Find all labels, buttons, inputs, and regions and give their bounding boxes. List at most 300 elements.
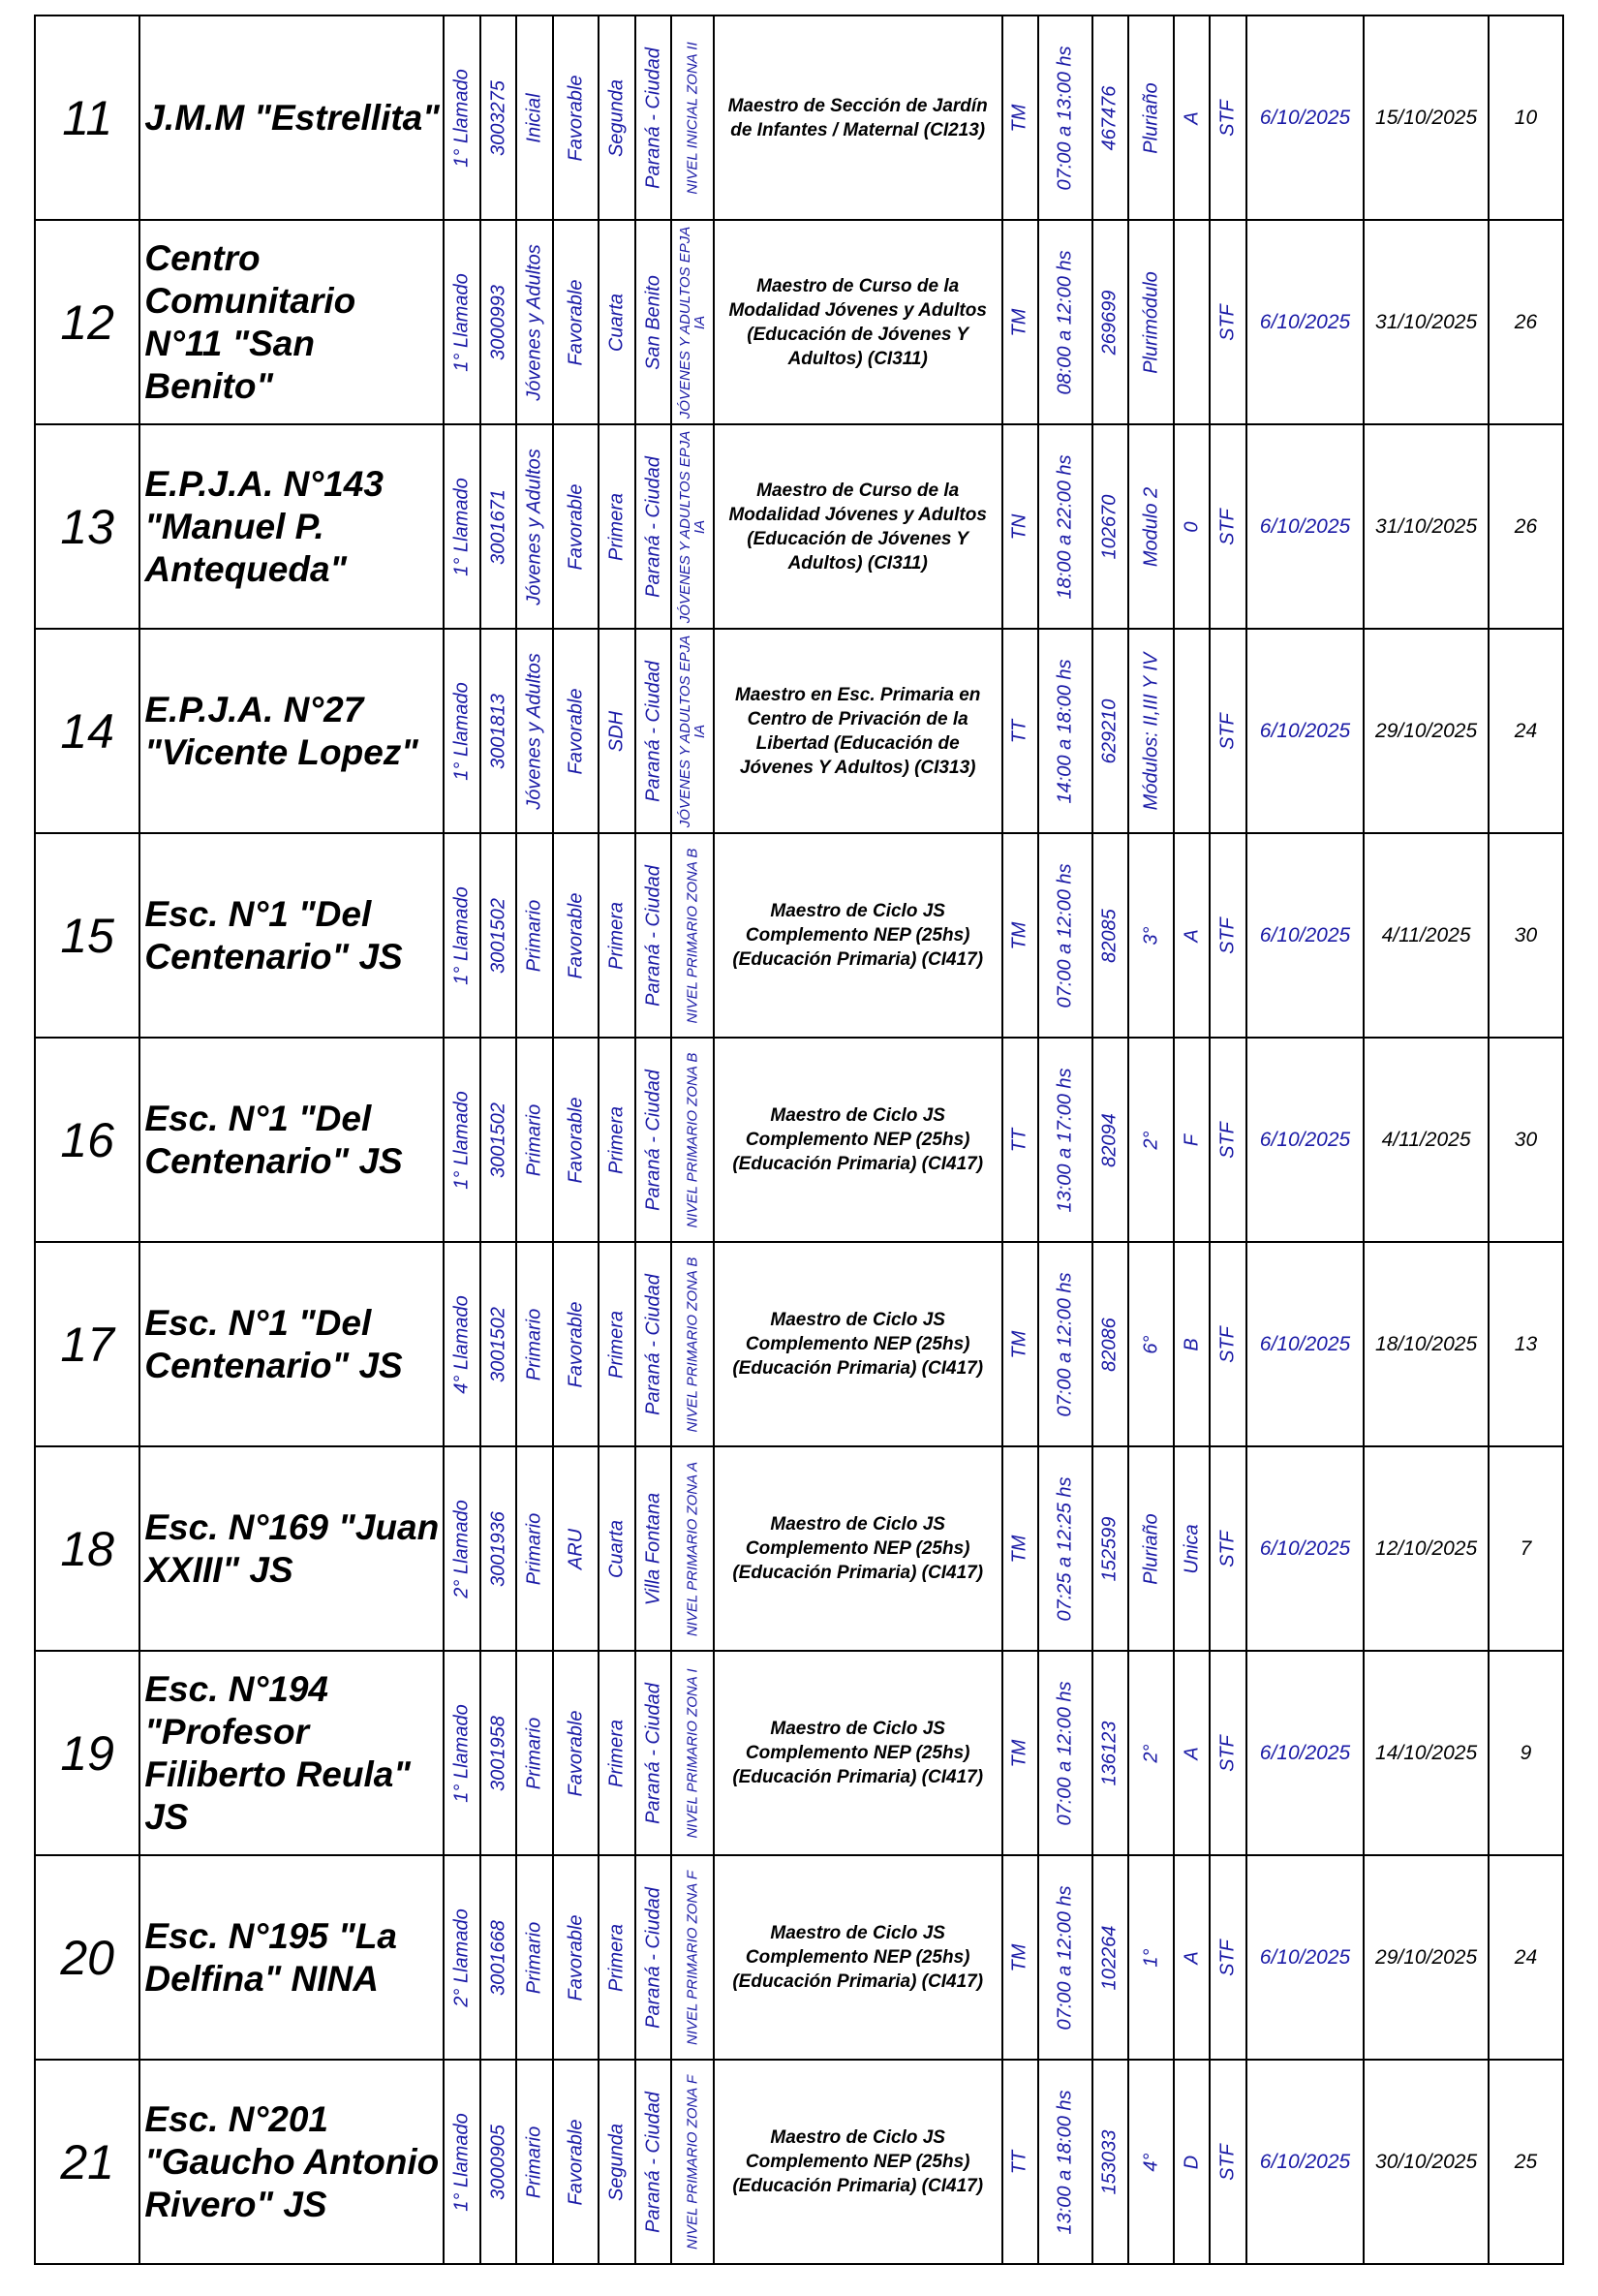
table-row bbox=[35, 833, 1563, 1038]
school-code-text: 3001936 bbox=[487, 1510, 509, 1587]
locality-text: Paraná - Ciudad bbox=[642, 1886, 664, 2029]
locality-text: Paraná - Ciudad bbox=[642, 1273, 664, 1415]
section-cell bbox=[1174, 16, 1210, 220]
zone-type-cell bbox=[553, 16, 599, 220]
row-number: 21 bbox=[35, 2060, 139, 2264]
category-cell bbox=[599, 1855, 634, 2060]
zone-cell bbox=[671, 1651, 714, 1855]
schedule-cell bbox=[1038, 220, 1092, 424]
section-cell bbox=[1174, 424, 1210, 629]
stf-cell bbox=[1210, 629, 1245, 833]
zone-type-text: ARU bbox=[565, 1528, 587, 1569]
school-code-cell bbox=[480, 2060, 516, 2264]
position-title: Maestro de Ciclo JS Complemento NEP (25hs) (Educación Primaria) (CI417) bbox=[714, 1242, 1002, 1446]
zone-text: JÓVENES Y ADULTOS EPJA IA bbox=[677, 226, 709, 419]
position-title: Maestro de Sección de Jardín de Infantes / Maternal (CI213) bbox=[714, 16, 1002, 220]
school-name: Esc. N°1 "Del Centenario" JS bbox=[139, 1038, 444, 1242]
shift-cell bbox=[1002, 16, 1038, 220]
locality-cell bbox=[635, 1446, 671, 1651]
zone-type-text: Favorable bbox=[565, 75, 587, 161]
level-text: Inicial bbox=[523, 92, 545, 143]
stf-cell bbox=[1210, 220, 1245, 424]
category-text: SDH bbox=[605, 710, 628, 752]
category-text: Primera bbox=[605, 1310, 628, 1379]
position-title: Maestro de Ciclo JS Complemento NEP (25hs) (Educación Primaria) (CI417) bbox=[714, 1038, 1002, 1242]
school-code-text: 3001502 bbox=[487, 1306, 509, 1382]
llamado-text: 2° Llamado bbox=[450, 1908, 473, 2007]
category-cell bbox=[599, 424, 634, 629]
grade-cell bbox=[1128, 833, 1174, 1038]
zone-cell bbox=[671, 629, 714, 833]
zone-text: NIVEL PRIMARIO ZONA F bbox=[684, 1870, 701, 2045]
schedule-text: 13:00 a 17:00 hs bbox=[1054, 1067, 1076, 1213]
llamado-cell bbox=[444, 833, 479, 1038]
schedule-text: 18:00 a 22:00 hs bbox=[1054, 453, 1076, 600]
vacancies-table bbox=[34, 15, 1564, 2265]
stf-cell bbox=[1210, 16, 1245, 220]
zone-type-cell bbox=[553, 629, 599, 833]
stf-text: STF bbox=[1216, 99, 1239, 137]
category-cell bbox=[599, 2060, 634, 2264]
schedule-cell bbox=[1038, 1038, 1092, 1242]
table-row bbox=[35, 1446, 1563, 1651]
schedule-text: 07:00 a 12:00 hs bbox=[1054, 862, 1076, 1008]
level-cell bbox=[516, 16, 552, 220]
school-name: Esc. N°194 "Profesor Filiberto Reula" JS bbox=[139, 1651, 444, 1855]
grade-text: 1° bbox=[1140, 1947, 1161, 1968]
zone-type-cell bbox=[553, 1038, 599, 1242]
position-id-cell bbox=[1092, 220, 1128, 424]
shift-text: TM bbox=[1008, 1943, 1030, 1971]
locality-text: Paraná - Ciudad bbox=[642, 455, 664, 598]
days-count: 26 bbox=[1489, 220, 1563, 424]
position-id-cell bbox=[1092, 424, 1128, 629]
position-title: Maestro de Ciclo JS Complemento NEP (25hs) (Educación Primaria) (CI417) bbox=[714, 1446, 1002, 1651]
category-text: Primera bbox=[605, 492, 628, 561]
position-id-cell bbox=[1092, 833, 1128, 1038]
grade-cell bbox=[1128, 1038, 1174, 1242]
zone-type-text: Favorable bbox=[565, 483, 587, 570]
zone-text: NIVEL PRIMARIO ZONA F bbox=[684, 2074, 701, 2249]
schedule-cell bbox=[1038, 1242, 1092, 1446]
section-text: A bbox=[1181, 110, 1203, 125]
shift-cell bbox=[1002, 424, 1038, 629]
locality-text: Paraná - Ciudad bbox=[642, 1069, 664, 1211]
zone-text: NIVEL PRIMARIO ZONA I bbox=[684, 1667, 701, 1839]
locality-text: Villa Fontana bbox=[642, 1492, 664, 1605]
shift-text: TM bbox=[1008, 308, 1030, 336]
section-text: A bbox=[1181, 1746, 1203, 1760]
schedule-text: 07:00 a 13:00 hs bbox=[1054, 45, 1076, 191]
grade-text: 2° bbox=[1140, 1130, 1161, 1150]
shift-text: TM bbox=[1008, 104, 1030, 132]
end-date: 30/10/2025 bbox=[1364, 2060, 1489, 2264]
locality-text: Paraná - Ciudad bbox=[642, 864, 664, 1007]
position-id-cell bbox=[1092, 629, 1128, 833]
stf-text: STF bbox=[1216, 1325, 1239, 1363]
locality-cell bbox=[635, 1651, 671, 1855]
days-count: 24 bbox=[1489, 1855, 1563, 2060]
zone-cell bbox=[671, 1446, 714, 1651]
shift-cell bbox=[1002, 1038, 1038, 1242]
grade-text: Pluriaño bbox=[1140, 1512, 1161, 1585]
days-count: 24 bbox=[1489, 629, 1563, 833]
position-id-text: 152599 bbox=[1098, 1516, 1121, 1581]
section-text: 0 bbox=[1181, 520, 1203, 533]
locality-cell bbox=[635, 2060, 671, 2264]
zone-text: NIVEL PRIMARIO ZONA B bbox=[684, 1257, 701, 1432]
grade-text: Pluriaño bbox=[1140, 81, 1161, 154]
grade-text: Módulos: II,III Y IV bbox=[1140, 652, 1161, 810]
llamado-text: 1° Llamado bbox=[450, 1703, 473, 1803]
school-code-text: 3001813 bbox=[487, 693, 509, 769]
section-cell bbox=[1174, 629, 1210, 833]
school-name: Esc. N°195 "La Delfina" NINA bbox=[139, 1855, 444, 2060]
zone-type-text: Favorable bbox=[565, 1914, 587, 2001]
start-date: 6/10/2025 bbox=[1246, 2060, 1365, 2264]
schedule-cell bbox=[1038, 629, 1092, 833]
start-date: 6/10/2025 bbox=[1246, 1446, 1365, 1651]
stf-text: STF bbox=[1216, 303, 1239, 341]
end-date: 15/10/2025 bbox=[1364, 16, 1489, 220]
position-id-text: 467476 bbox=[1098, 85, 1121, 150]
schedule-text: 08:00 a 12:00 hs bbox=[1054, 249, 1076, 395]
grade-text: 4° bbox=[1140, 2152, 1161, 2172]
stf-text: STF bbox=[1216, 508, 1239, 545]
schedule-cell bbox=[1038, 1446, 1092, 1651]
zone-cell bbox=[671, 833, 714, 1038]
zone-cell bbox=[671, 16, 714, 220]
zone-text: NIVEL PRIMARIO ZONA B bbox=[684, 848, 701, 1023]
stf-cell bbox=[1210, 1855, 1245, 2060]
row-number: 13 bbox=[35, 424, 139, 629]
position-id-cell bbox=[1092, 1038, 1128, 1242]
schedule-text: 07:00 a 12:00 hs bbox=[1054, 1680, 1076, 1826]
position-id-cell bbox=[1092, 16, 1128, 220]
end-date: 4/11/2025 bbox=[1364, 833, 1489, 1038]
level-cell bbox=[516, 424, 552, 629]
grade-cell bbox=[1128, 16, 1174, 220]
end-date: 31/10/2025 bbox=[1364, 220, 1489, 424]
position-id-cell bbox=[1092, 1446, 1128, 1651]
table-row bbox=[35, 1855, 1563, 2060]
zone-cell bbox=[671, 2060, 714, 2264]
schedule-cell bbox=[1038, 2060, 1092, 2264]
zone-type-cell bbox=[553, 1242, 599, 1446]
grade-text: 6° bbox=[1140, 1334, 1161, 1354]
days-count: 10 bbox=[1489, 16, 1563, 220]
schedule-cell bbox=[1038, 16, 1092, 220]
position-id-cell bbox=[1092, 1651, 1128, 1855]
position-id-text: 102264 bbox=[1098, 1925, 1121, 1990]
start-date: 6/10/2025 bbox=[1246, 629, 1365, 833]
zone-type-text: Favorable bbox=[565, 1710, 587, 1796]
end-date: 29/10/2025 bbox=[1364, 1855, 1489, 2060]
shift-text: TN bbox=[1008, 513, 1030, 540]
table-row bbox=[35, 629, 1563, 833]
section-text: A bbox=[1181, 928, 1203, 943]
section-text: A bbox=[1181, 1950, 1203, 1965]
zone-text: NIVEL PRIMARIO ZONA A bbox=[684, 1461, 701, 1636]
stf-text: STF bbox=[1216, 1121, 1239, 1159]
llamado-cell bbox=[444, 1446, 479, 1651]
category-text: Segunda bbox=[605, 2123, 628, 2201]
table-row bbox=[35, 1651, 1563, 1855]
position-title: Maestro en Esc. Primaria en Centro de Privación de la Libertad (Educación de Jóvenes Y Adultos) (CI313) bbox=[714, 629, 1002, 833]
schedule-text: 14:00 a 18:00 hs bbox=[1054, 658, 1076, 804]
category-cell bbox=[599, 220, 634, 424]
stf-cell bbox=[1210, 833, 1245, 1038]
shift-cell bbox=[1002, 629, 1038, 833]
school-code-text: 3001958 bbox=[487, 1715, 509, 1791]
table-row bbox=[35, 220, 1563, 424]
school-name: Centro Comunitario N°11 "San Benito" bbox=[139, 220, 444, 424]
llamado-cell bbox=[444, 629, 479, 833]
row-number: 17 bbox=[35, 1242, 139, 1446]
shift-cell bbox=[1002, 220, 1038, 424]
schedule-text: 13:00 a 18:00 hs bbox=[1054, 2089, 1076, 2235]
row-number: 15 bbox=[35, 833, 139, 1038]
stf-cell bbox=[1210, 1446, 1245, 1651]
zone-cell bbox=[671, 220, 714, 424]
row-number: 11 bbox=[35, 16, 139, 220]
llamado-text: 1° Llamado bbox=[450, 477, 473, 576]
zone-type-text: Favorable bbox=[565, 2119, 587, 2205]
level-text: Primario bbox=[523, 1512, 545, 1585]
level-text: Jóvenes y Adultos bbox=[523, 243, 545, 401]
grade-cell bbox=[1128, 2060, 1174, 2264]
table-row bbox=[35, 2060, 1563, 2264]
grade-cell bbox=[1128, 1855, 1174, 2060]
days-count: 7 bbox=[1489, 1446, 1563, 1651]
school-name: E.P.J.A. N°143 "Manuel P. Antequeda" bbox=[139, 424, 444, 629]
section-cell bbox=[1174, 1242, 1210, 1446]
llamado-cell bbox=[444, 220, 479, 424]
end-date: 18/10/2025 bbox=[1364, 1242, 1489, 1446]
level-cell bbox=[516, 1855, 552, 2060]
zone-type-text: Favorable bbox=[565, 892, 587, 978]
school-code-cell bbox=[480, 1446, 516, 1651]
position-id-cell bbox=[1092, 1242, 1128, 1446]
section-cell bbox=[1174, 1855, 1210, 2060]
category-text: Primera bbox=[605, 901, 628, 970]
position-id-text: 82094 bbox=[1098, 1112, 1121, 1167]
schedule-cell bbox=[1038, 1855, 1092, 2060]
school-name: J.M.M "Estrellita" bbox=[139, 16, 444, 220]
end-date: 29/10/2025 bbox=[1364, 629, 1489, 833]
position-title: Maestro de Curso de la Modalidad Jóvenes y Adultos (Educación de Jóvenes Y Adultos) (CI311) bbox=[714, 424, 1002, 629]
llamado-cell bbox=[444, 424, 479, 629]
llamado-text: 1° Llamado bbox=[450, 2112, 473, 2212]
position-id-text: 102670 bbox=[1098, 494, 1121, 559]
school-code-text: 3001668 bbox=[487, 1919, 509, 1996]
position-title: Maestro de Ciclo JS Complemento NEP (25hs) (Educación Primaria) (CI417) bbox=[714, 833, 1002, 1038]
section-text: B bbox=[1181, 1337, 1203, 1351]
stf-text: STF bbox=[1216, 916, 1239, 954]
zone-type-text: Favorable bbox=[565, 279, 587, 365]
grade-text: 2° bbox=[1140, 1743, 1161, 1763]
position-id-text: 269699 bbox=[1098, 290, 1121, 355]
school-code-text: 3000993 bbox=[487, 284, 509, 360]
school-code-text: 3001502 bbox=[487, 1101, 509, 1178]
table-row bbox=[35, 424, 1563, 629]
section-cell bbox=[1174, 2060, 1210, 2264]
category-cell bbox=[599, 1242, 634, 1446]
llamado-cell bbox=[444, 1855, 479, 2060]
locality-text: Paraná - Ciudad bbox=[642, 2091, 664, 2233]
position-id-text: 82085 bbox=[1098, 908, 1121, 963]
llamado-text: 1° Llamado bbox=[450, 681, 473, 781]
school-code-cell bbox=[480, 1855, 516, 2060]
llamado-cell bbox=[444, 1242, 479, 1446]
start-date: 6/10/2025 bbox=[1246, 16, 1365, 220]
shift-text: TM bbox=[1008, 1535, 1030, 1563]
position-id-cell bbox=[1092, 1855, 1128, 2060]
school-code-cell bbox=[480, 1038, 516, 1242]
level-cell bbox=[516, 1242, 552, 1446]
table-row bbox=[35, 1038, 1563, 1242]
zone-type-cell bbox=[553, 1855, 599, 2060]
grade-text: Modulo 2 bbox=[1140, 486, 1161, 567]
shift-cell bbox=[1002, 833, 1038, 1038]
zone-type-cell bbox=[553, 2060, 599, 2264]
zone-text: NIVEL INICIAL ZONA II bbox=[684, 41, 701, 195]
position-id-text: 629210 bbox=[1098, 698, 1121, 763]
llamado-text: 1° Llamado bbox=[450, 1090, 473, 1190]
locality-cell bbox=[635, 1242, 671, 1446]
start-date: 6/10/2025 bbox=[1246, 1038, 1365, 1242]
grade-cell bbox=[1128, 629, 1174, 833]
table-row bbox=[35, 16, 1563, 220]
school-code-cell bbox=[480, 833, 516, 1038]
llamado-text: 2° Llamado bbox=[450, 1499, 473, 1598]
days-count: 25 bbox=[1489, 2060, 1563, 2264]
row-number: 14 bbox=[35, 629, 139, 833]
start-date: 6/10/2025 bbox=[1246, 833, 1365, 1038]
schedule-text: 07:00 a 12:00 hs bbox=[1054, 1271, 1076, 1417]
category-text: Cuarta bbox=[605, 293, 628, 352]
school-name: Esc. N°169 "Juan XXIII" JS bbox=[139, 1446, 444, 1651]
days-count: 30 bbox=[1489, 833, 1563, 1038]
level-text: Primario bbox=[523, 1103, 545, 1176]
row-number: 12 bbox=[35, 220, 139, 424]
locality-cell bbox=[635, 16, 671, 220]
llamado-text: 4° Llamado bbox=[450, 1294, 473, 1394]
end-date: 12/10/2025 bbox=[1364, 1446, 1489, 1651]
category-text: Primera bbox=[605, 1719, 628, 1787]
level-text: Jóvenes y Adultos bbox=[523, 652, 545, 810]
locality-text: Paraná - Ciudad bbox=[642, 660, 664, 802]
grade-cell bbox=[1128, 424, 1174, 629]
locality-cell bbox=[635, 629, 671, 833]
schedule-text: 07:25 a 12:25 hs bbox=[1054, 1475, 1076, 1622]
level-cell bbox=[516, 1446, 552, 1651]
category-cell bbox=[599, 833, 634, 1038]
stf-cell bbox=[1210, 1651, 1245, 1855]
grade-cell bbox=[1128, 1242, 1174, 1446]
position-title: Maestro de Ciclo JS Complemento NEP (25hs) (Educación Primaria) (CI417) bbox=[714, 1651, 1002, 1855]
locality-text: San Benito bbox=[642, 274, 664, 370]
position-title: Maestro de Curso de la Modalidad Jóvenes y Adultos (Educación de Jóvenes Y Adultos) (CI311) bbox=[714, 220, 1002, 424]
days-count: 13 bbox=[1489, 1242, 1563, 1446]
category-cell bbox=[599, 1038, 634, 1242]
llamado-cell bbox=[444, 1651, 479, 1855]
stf-text: STF bbox=[1216, 1530, 1239, 1567]
grade-cell bbox=[1128, 220, 1174, 424]
school-code-cell bbox=[480, 16, 516, 220]
row-number: 20 bbox=[35, 1855, 139, 2060]
days-count: 30 bbox=[1489, 1038, 1563, 1242]
category-cell bbox=[599, 1651, 634, 1855]
locality-cell bbox=[635, 1855, 671, 2060]
llamado-text: 1° Llamado bbox=[450, 68, 473, 168]
zone-type-cell bbox=[553, 1446, 599, 1651]
shift-text: TT bbox=[1008, 1128, 1030, 1152]
end-date: 4/11/2025 bbox=[1364, 1038, 1489, 1242]
category-text: Primera bbox=[605, 1923, 628, 1992]
school-code-text: 3003275 bbox=[487, 79, 509, 156]
shift-text: TT bbox=[1008, 2150, 1030, 2174]
section-text: F bbox=[1181, 1133, 1203, 1146]
days-count: 26 bbox=[1489, 424, 1563, 629]
start-date: 6/10/2025 bbox=[1246, 220, 1365, 424]
level-text: Primario bbox=[523, 1921, 545, 1994]
shift-cell bbox=[1002, 2060, 1038, 2264]
level-text: Primario bbox=[523, 1717, 545, 1789]
shift-text: TM bbox=[1008, 1739, 1030, 1767]
grade-text: 3° bbox=[1140, 925, 1161, 946]
zone-type-text: Favorable bbox=[565, 1097, 587, 1183]
category-text: Segunda bbox=[605, 78, 628, 157]
school-code-text: 3001671 bbox=[487, 488, 509, 565]
table-row bbox=[35, 1242, 1563, 1446]
section-text: Unica bbox=[1181, 1523, 1203, 1574]
shift-text: TT bbox=[1008, 719, 1030, 743]
locality-cell bbox=[635, 424, 671, 629]
shift-cell bbox=[1002, 1446, 1038, 1651]
start-date: 6/10/2025 bbox=[1246, 1651, 1365, 1855]
position-id-cell bbox=[1092, 2060, 1128, 2264]
position-id-text: 136123 bbox=[1098, 1721, 1121, 1785]
schedule-cell bbox=[1038, 424, 1092, 629]
zone-cell bbox=[671, 1038, 714, 1242]
zone-type-cell bbox=[553, 1651, 599, 1855]
position-id-text: 82086 bbox=[1098, 1317, 1121, 1372]
zone-text: NIVEL PRIMARIO ZONA B bbox=[684, 1052, 701, 1227]
zone-type-cell bbox=[553, 833, 599, 1038]
school-code-cell bbox=[480, 1242, 516, 1446]
grade-cell bbox=[1128, 1446, 1174, 1651]
level-cell bbox=[516, 833, 552, 1038]
locality-text: Paraná - Ciudad bbox=[642, 47, 664, 189]
level-cell bbox=[516, 629, 552, 833]
school-code-cell bbox=[480, 629, 516, 833]
zone-type-text: Favorable bbox=[565, 688, 587, 774]
section-cell bbox=[1174, 220, 1210, 424]
shift-text: TM bbox=[1008, 921, 1030, 949]
grade-cell bbox=[1128, 1651, 1174, 1855]
level-cell bbox=[516, 220, 552, 424]
level-cell bbox=[516, 2060, 552, 2264]
level-cell bbox=[516, 1038, 552, 1242]
llamado-text: 1° Llamado bbox=[450, 272, 473, 372]
category-cell bbox=[599, 16, 634, 220]
shift-cell bbox=[1002, 1651, 1038, 1855]
zone-type-cell bbox=[553, 424, 599, 629]
stf-text: STF bbox=[1216, 1939, 1239, 1976]
school-name: Esc. N°1 "Del Centenario" JS bbox=[139, 833, 444, 1038]
locality-cell bbox=[635, 833, 671, 1038]
